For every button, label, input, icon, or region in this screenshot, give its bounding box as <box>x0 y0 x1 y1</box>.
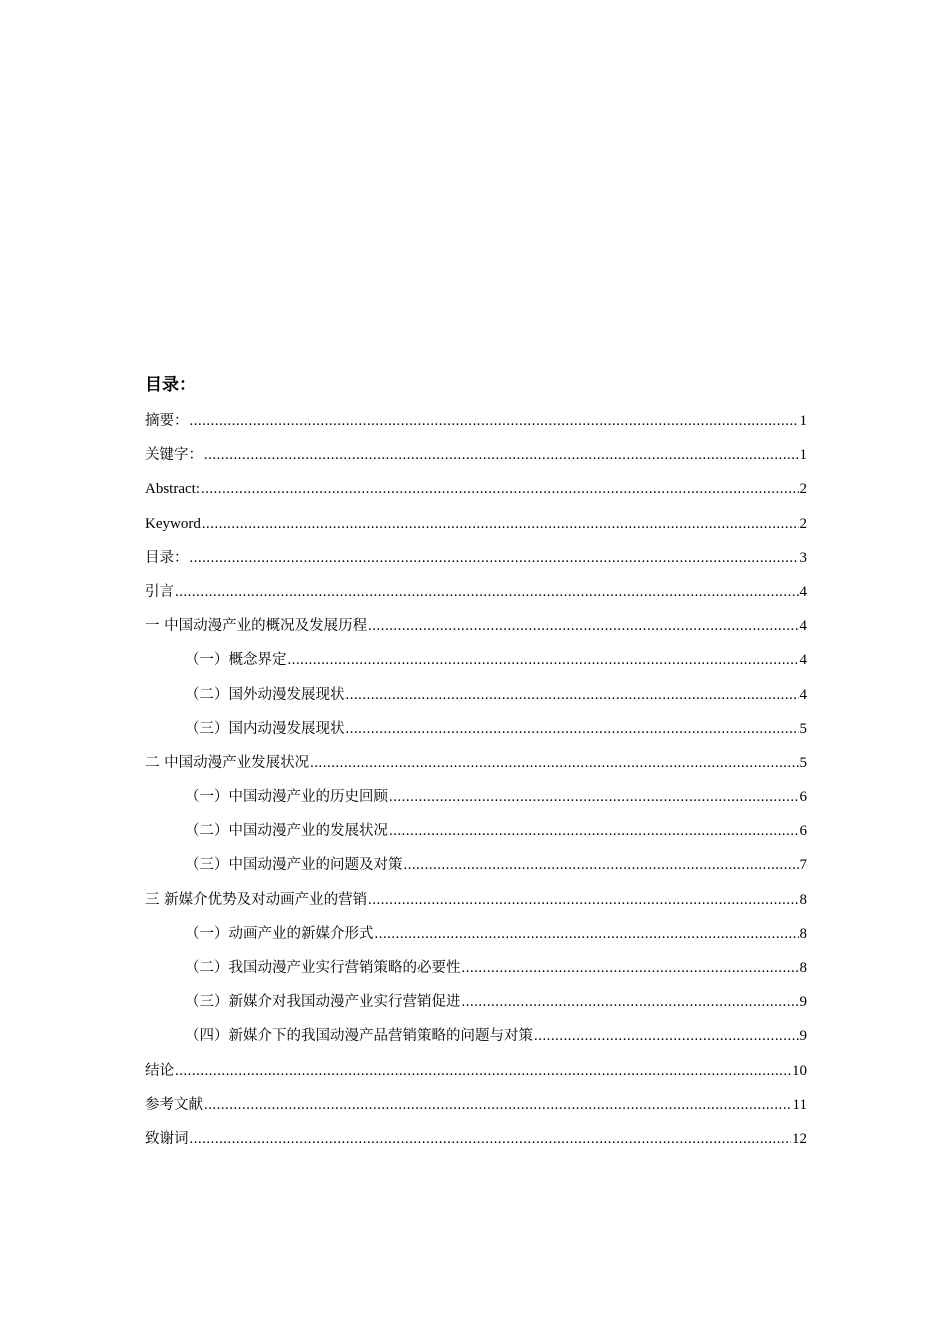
toc-entry-label: （一）概念界定 <box>185 652 287 669</box>
toc-entry-keywords-en[interactable] <box>145 507 807 541</box>
toc-entry-page: 10 <box>792 1062 807 1079</box>
toc-entry-page: 1 <box>799 447 807 464</box>
toc-entry-contents[interactable] <box>145 541 807 575</box>
toc-entry-label: 目录： <box>145 549 189 566</box>
toc-leader-dots <box>288 643 799 677</box>
toc-leader-dots <box>202 507 799 541</box>
toc-entry-label: （四）新媒介下的我国动漫产品营销策略的问题与对策 <box>185 1028 533 1045</box>
toc-leader-dots <box>310 746 798 780</box>
toc-entry-page: 4 <box>799 652 807 669</box>
toc-entry-label: 引言 <box>145 583 174 600</box>
toc-entry-page: 4 <box>799 618 807 635</box>
toc-leader-dots <box>368 883 798 917</box>
toc-leader-dots <box>190 541 799 575</box>
toc-entry-chapter-1[interactable] <box>145 609 807 643</box>
toc-entry-chapter-3[interactable] <box>145 883 807 917</box>
toc-leader-dots <box>462 951 799 985</box>
toc-leader-dots <box>534 1019 799 1053</box>
toc-entry-section-2-1[interactable] <box>145 780 807 814</box>
toc-entry-section-1-2[interactable] <box>145 678 807 712</box>
toc-entry-page: 9 <box>799 1028 807 1045</box>
toc-entry-page: 9 <box>799 994 807 1011</box>
toc-entry-chapter-2[interactable] <box>145 746 807 780</box>
toc-entry-page: 5 <box>799 754 807 771</box>
toc-leader-dots <box>346 712 799 746</box>
toc-entry-page: 8 <box>799 925 807 942</box>
toc-entry-label: Abstract: <box>145 481 200 498</box>
toc-entry-section-3-3[interactable] <box>145 985 807 1019</box>
toc-entry-page: 2 <box>799 515 807 532</box>
toc-entry-conclusion[interactable] <box>145 1054 807 1088</box>
table-of-contents <box>145 372 807 1156</box>
toc-leader-dots <box>201 472 799 506</box>
toc-entry-section-3-2[interactable] <box>145 951 807 985</box>
toc-leader-dots <box>204 438 799 472</box>
toc-entry-label: 结论 <box>145 1062 174 1079</box>
toc-entry-page: 6 <box>799 823 807 840</box>
toc-entry-page: 2 <box>799 481 807 498</box>
toc-leader-dots <box>190 1122 792 1156</box>
toc-leader-dots <box>346 678 799 712</box>
toc-leader-dots <box>175 1054 791 1088</box>
toc-entry-label: 二 中国动漫产业发展状况 <box>145 754 310 771</box>
toc-entry-page: 4 <box>799 686 807 703</box>
toc-entry-label: 三 新媒介优势及对动画产业的营销 <box>145 891 368 908</box>
toc-leader-dots <box>462 985 799 1019</box>
toc-leader-dots <box>175 575 799 609</box>
toc-entry-page: 8 <box>799 960 807 976</box>
toc-entry-label: （三）中国动漫产业的问题及对策 <box>185 857 403 874</box>
toc-entry-label: （二）国外动漫发展现状 <box>185 686 345 703</box>
toc-entry-abstract-cn[interactable] <box>145 404 807 438</box>
toc-leader-dots <box>190 404 799 438</box>
toc-entry-page: 4 <box>799 583 807 600</box>
toc-leader-dots <box>389 780 799 814</box>
toc-entry-references[interactable] <box>145 1088 807 1122</box>
toc-entry-introduction[interactable] <box>145 575 807 609</box>
toc-entry-label: 关键字： <box>145 447 203 464</box>
toc-entry-page: 11 <box>792 1096 807 1113</box>
toc-entry-label: （二）中国动漫产业的发展状况 <box>185 823 388 840</box>
toc-entry-page: 5 <box>799 720 807 737</box>
toc-entry-label: （二）我国动漫产业实行营销策略的必要性 <box>185 960 461 976</box>
toc-leader-dots <box>389 814 799 848</box>
toc-entry-page: 1 <box>799 413 807 429</box>
toc-entry-section-2-2[interactable] <box>145 814 807 848</box>
toc-entry-section-2-3[interactable] <box>145 848 807 882</box>
toc-entry-section-3-1[interactable] <box>145 917 807 951</box>
toc-entry-page: 6 <box>799 789 807 806</box>
toc-leader-dots <box>368 609 798 643</box>
toc-entry-abstract-en[interactable] <box>145 472 807 506</box>
toc-entry-acknowledgements[interactable] <box>145 1122 807 1156</box>
toc-entry-page: 3 <box>799 549 807 566</box>
toc-entry-label: （三）国内动漫发展现状 <box>185 720 345 737</box>
toc-entry-label: 一 中国动漫产业的概况及发展历程 <box>145 618 368 635</box>
toc-entry-label: （一）动画产业的新媒介形式 <box>185 925 374 942</box>
toc-entry-page: 7 <box>799 857 807 874</box>
toc-entry-section-1-1[interactable] <box>145 643 807 677</box>
toc-entry-keywords-cn[interactable] <box>145 438 807 472</box>
toc-leader-dots <box>375 917 799 951</box>
toc-leader-dots <box>404 848 799 882</box>
toc-entry-page: 12 <box>792 1130 807 1147</box>
toc-entry-label: Keyword <box>145 515 201 532</box>
toc-leader-dots <box>204 1088 792 1122</box>
toc-entry-section-1-3[interactable] <box>145 712 807 746</box>
toc-entry-label: 摘要： <box>145 413 189 429</box>
toc-entry-label: （三）新媒介对我国动漫产业实行营销促进 <box>185 994 461 1011</box>
toc-entry-label: （一）中国动漫产业的历史回顾 <box>185 789 388 806</box>
toc-entry-page: 8 <box>799 891 807 908</box>
toc-title: 目录： <box>145 375 196 395</box>
toc-entry-label: 参考文献 <box>145 1096 203 1113</box>
toc-entry-label: 致谢词 <box>145 1130 189 1147</box>
toc-entry-section-3-4[interactable] <box>145 1019 807 1053</box>
